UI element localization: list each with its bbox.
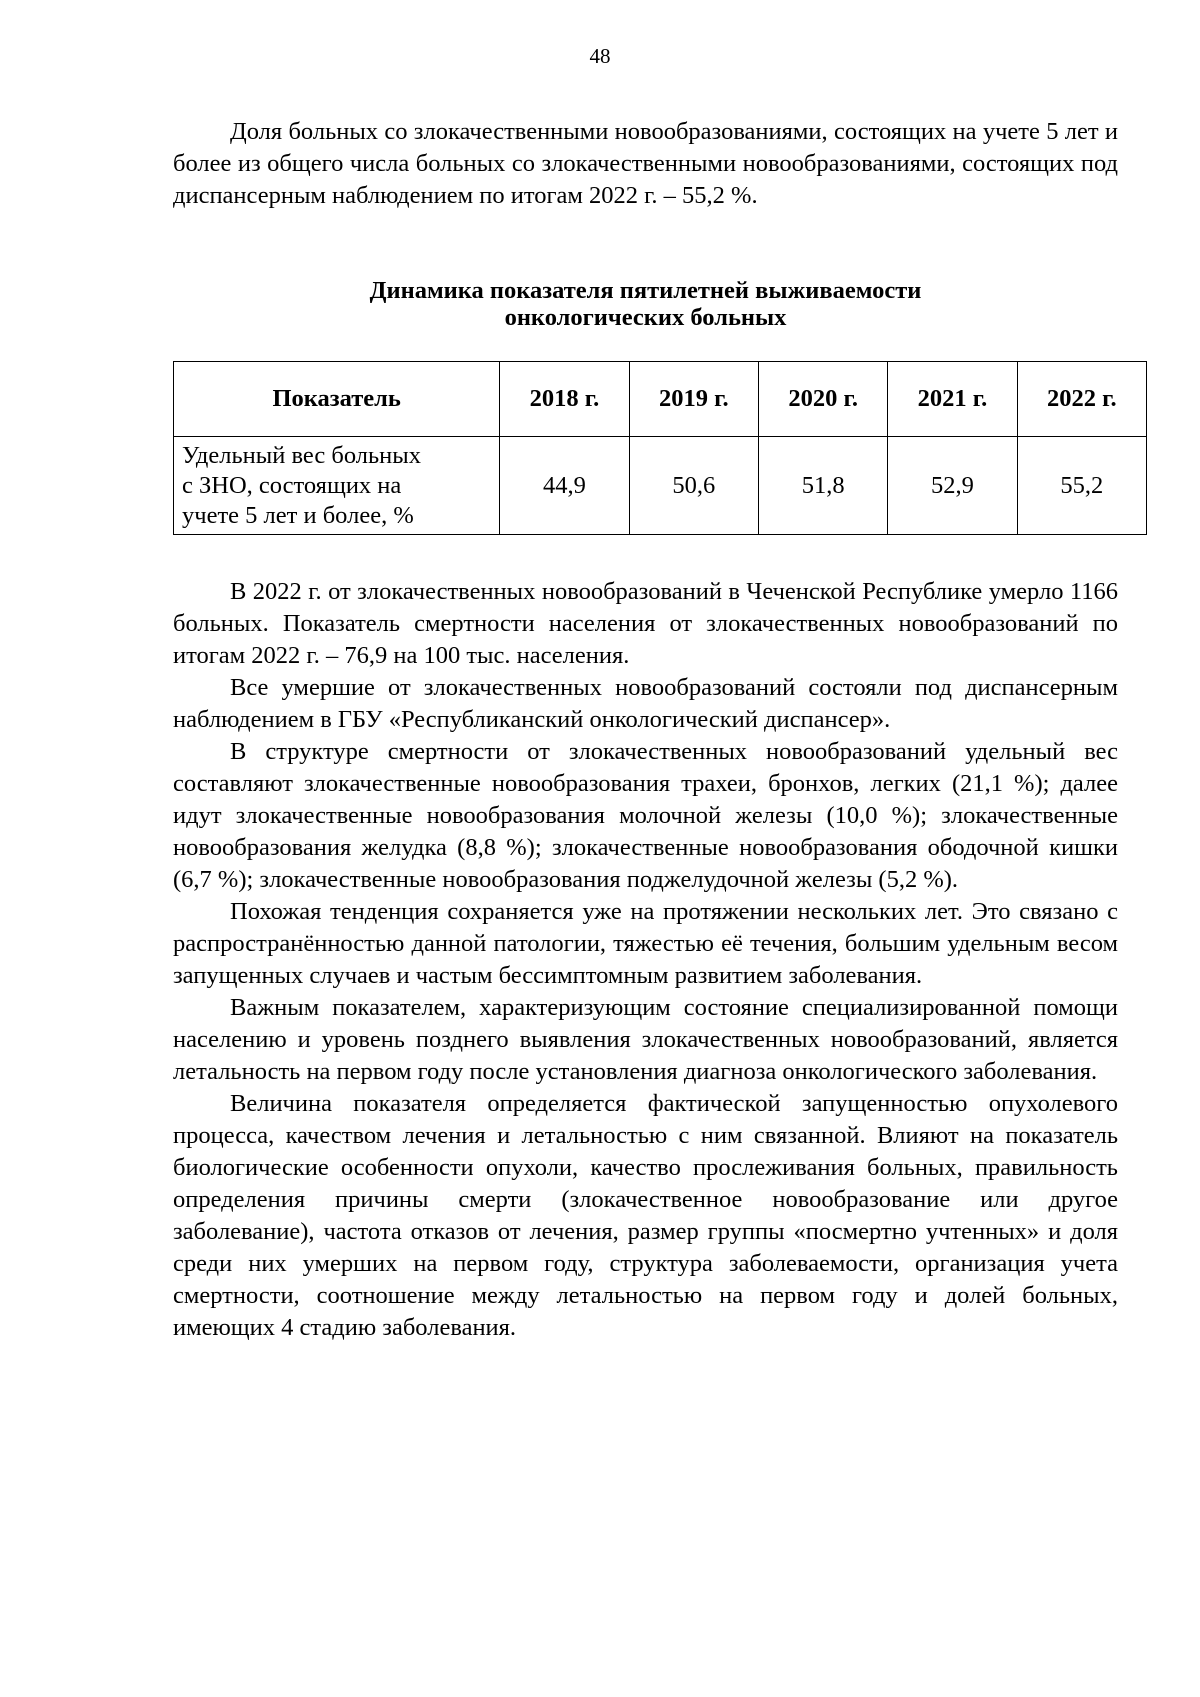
paragraph-factors: Величина показателя определяется фактической запущенностью опухолевого процесса, качеством лечения и летальностью с ним связанной. Влияют на показатель биологические особенности опухоли, качество прослеживания больных, правильность определения причины смерти (злокачественное новообразование или другое заболевание), частота отказов от лечения, размер группы «посмертно учтенных» и доля среди них умерших на первом году, структура заболеваемости, организация учета смертности, соотношение между летальностью на первом году и долей больных, имеющих 4 стадию заболевания. [173, 1090, 1118, 1341]
row-label-line-2: с ЗНО, состоящих на [182, 471, 402, 499]
paragraph-mortality: В 2022 г. от злокачественных новообразований в Чеченской Республике умерло 1166 больных. Показатель смертности населения от злокачественных новообразований по итогам 2022 г. – 76,9 на 100 тыс. населения. [173, 578, 1118, 669]
paragraph-structure: В структуре смертности от злокачественных новообразований удельный вес составляют злокачественные новообразования трахеи, бронхов, легких (21,1 %); далее идут злокачественные новообразования молочной железы (10,0 %); злокачественные новообразования желудка (8,8 %); злокачественные новообразования ободочной кишки (6,7 %); злокачественные новообразования поджелудочной железы (5,2 %). [173, 738, 1118, 893]
paragraph-dispensary: Все умершие от злокачественных новообразований состояли под диспансерным наблюдением в ГБУ «Республиканский онкологический диспансер». [173, 674, 1118, 733]
intro-paragraph: Доля больных со злокачественными новообразованиями, состоящих на учете 5 лет и более из общего числа больных со злокачественными новообразованиями, состоящих под диспансерным наблюдением по итогам 2022 г. – 55,2 %. [173, 118, 1118, 209]
paragraph-trend: Похожая тенденция сохраняется уже на протяжении нескольких лет. Это связано с распространённостью данной патологии, тяжестью её течения, большим удельным весом запущенных случаев и частым бессимптомным развитием заболевания. [173, 898, 1118, 989]
page-number: 48 [589, 44, 611, 68]
table-title-line-1: Динамика показателя пятилетней выживаемости [369, 277, 922, 304]
value-2022: 55,2 [1017, 437, 1146, 535]
value-2020: 51,8 [758, 437, 887, 535]
intro-block [173, 116, 1118, 212]
header-2022: 2022 г. [1017, 362, 1146, 437]
body-text [173, 576, 1118, 1344]
header-indicator: Показатель [174, 362, 500, 437]
header-2020: 2020 г. [758, 362, 887, 437]
survival-table [173, 361, 1147, 535]
header-2021: 2021 г. [888, 362, 1017, 437]
header-2018: 2018 г. [500, 362, 629, 437]
table-title-line-2: онкологических больных [504, 304, 787, 331]
value-2018: 44,9 [500, 437, 629, 535]
row-label-line-3: учете 5 лет и более, % [182, 501, 414, 529]
table-row [174, 437, 1147, 535]
value-2021: 52,9 [888, 437, 1017, 535]
table-header-row [174, 362, 1147, 437]
row-label [174, 437, 500, 535]
table-title [173, 277, 1118, 331]
paragraph-lethality: Важным показателем, характеризующим состояние специализированной помощи населению и уровень позднего выявления злокачественных новообразований, является летальность на первом году после установления диагноза онкологического заболевания. [173, 994, 1118, 1085]
row-label-line-1: Удельный вес больных [182, 441, 421, 469]
header-2019: 2019 г. [629, 362, 758, 437]
value-2019: 50,6 [629, 437, 758, 535]
